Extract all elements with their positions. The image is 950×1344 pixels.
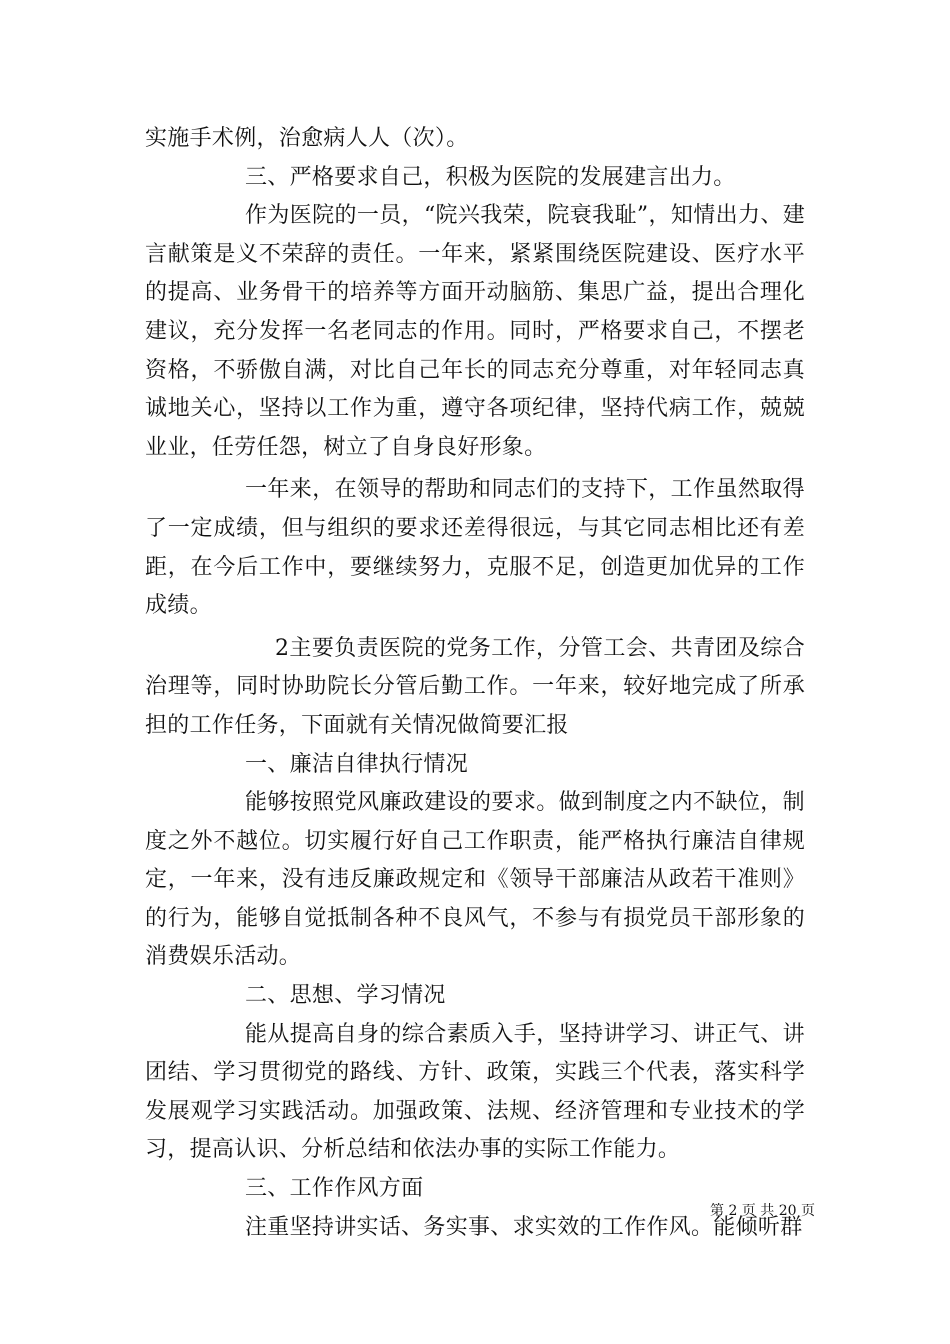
section-heading-strict-self: 三、严格要求自己，积极为医院的发展建言出力。 [245, 164, 736, 190]
paragraph-continuation: 实施手术例，治愈病人人（次）。 [145, 126, 469, 151]
paragraph-work-style: 注重坚持讲实话、务实事、求实效的工作作风。能倾听群 [245, 1214, 803, 1240]
paragraph-suggestions: 作为医院的一员，“院兴我荣，院衰我耻”，知情出力、建言献策是义不荣辞的责任。一年来，紧紧围绕医院建设、医疗水平的提高、业务骨干的培养等方面开动脑筋、集思广益，提出合理化建议，充分发挥一名老同志的作用。同时，严格要求自己，不摆老资格，不骄傲自满，对比自己年长的同志充分尊重，对年轻同志真诚地关心，坚持以工作为重，遵守各项纪律，坚持代病工作，兢兢业业，任劳任怨，树立了自身良好形象。 [145, 203, 805, 460]
page-number-footer: 第 2 页 共 20 页 [710, 1203, 815, 1219]
body-text [145, 120, 805, 1247]
paragraph-report-intro: 2主要负责医院的党务工作，分管工会、共青团及综合治理等，同时协助院长分管后勤工作。一年来，较好地完成了所承担的工作任务，下面就有关情况做简要汇报 [145, 635, 805, 738]
section-heading-integrity: 一、廉洁自律执行情况 [245, 751, 469, 777]
paragraph-summary: 一年来，在领导的帮助和同志们的支持下，工作虽然取得了一定成绩，但与组织的要求还差得很远，与其它同志相比还有差距，在今后工作中，要继续努力，克服不足，创造更加优异的工作成绩。 [145, 477, 805, 619]
paragraph-integrity: 能够按照党风廉政建设的要求。做到制度之内不缺位，制度之外不越位。切实履行好自己工作职责，能严格执行廉洁自律规定，一年来，没有违反廉政规定和《领导干部廉洁从政若干准则》的行为，能够自觉抵制各种不良风气，不参与有损党员干部形象的消费娱乐活动。 [145, 790, 805, 970]
section-heading-work-style: 三、工作作风方面 [245, 1176, 424, 1202]
paragraph-study: 能从提高自身的综合素质入手，坚持讲学习、讲正气、讲团结、学习贯彻党的路线、方针、政策，实践三个代表，落实科学发展观学习实践活动。加强政策、法规、经济管理和专业技术的学习，提高认识、分析总结和依法办事的实际工作能力。 [145, 1021, 805, 1163]
section-heading-study: 二、思想、学习情况 [245, 983, 446, 1009]
